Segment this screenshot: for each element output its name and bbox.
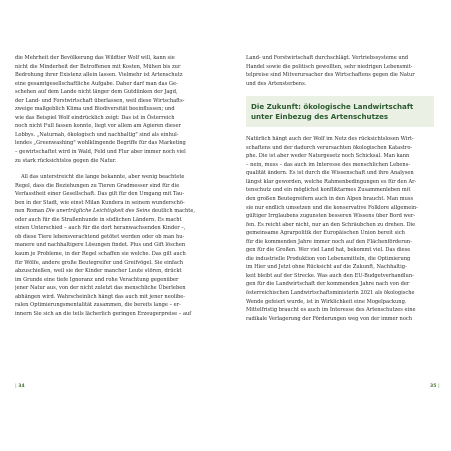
page-number-right	[430, 384, 440, 389]
text-line: kaum je Probleme, in der Regel schaffen sie welche. Das gilt auch	[15, 251, 186, 258]
text-line: Natürlich hängt auch der Wolf im Netz des rücksichtslosen Wirt-	[246, 136, 414, 143]
text-line: wie das Beispiel Wolf eindrücklich zeigt: Das ist in Österreich	[15, 114, 175, 121]
text-line: Bedrohung ihrer Existenz allein lassen. Vielmehr ist Artenschutz	[15, 72, 183, 79]
left-paragraph-1	[15, 54, 203, 165]
text-line: schaftens und der dadurch verursachten ökologischen Katastro-	[246, 144, 413, 151]
right-paragraph-1	[246, 54, 434, 88]
text-line: längst klar geworden, welche Rahmenbedingungen es für den Ar-	[246, 178, 417, 185]
folio-bar: |	[438, 384, 440, 389]
text-line: Verfasstheit einer Gesellschaft. Das gilt für den Umgang mit Tau-	[15, 191, 185, 198]
text-line: Land- und Forstwirtschaft durchschlägt. Vertriebssysteme und	[246, 55, 409, 61]
text-line: schehen auf dem Lande nicht länger dem Gutdünken der Jagd,	[15, 89, 178, 96]
page-number-left	[15, 384, 25, 389]
left-page	[15, 54, 203, 394]
text-fragment: nen Roman	[15, 208, 46, 215]
text-line: qualität ändern. Es ist durch die Wissenschaft und ihre Analysen	[246, 170, 414, 177]
text-line: gen für die Landwirtschaft der kommenden Jahre nach von der	[246, 281, 410, 288]
text-line: All das unterstreicht die lange bekannte, aber wenig beachtete	[21, 174, 185, 181]
text-line: ob diese Tiere lebensverachtend getötet werden oder ob man hu-	[15, 233, 185, 240]
text-line: telpreise sind Mitverursacher des Wirtschaftens gegen die Natur	[246, 72, 415, 79]
text-line: fen. Es reicht aber nicht, nur an den Schräubchen zu drehen. Die	[246, 221, 416, 228]
text-line: im Hier und Jetzt ohne Rücksicht auf die Zukunft, Nachhaltig-	[246, 264, 407, 271]
text-line: phe. Die ist aber weder Naturgesetz noch Schicksal. Man kann	[246, 153, 410, 160]
text-line: jener Natur aus, von der nicht zuletzt das menschliche Überleben	[15, 285, 186, 292]
folio-bar: |	[15, 384, 17, 389]
text-line: zu stark rücksichtslos gegen die Natur.	[15, 157, 117, 164]
text-line: nicht die Minderheit der Betroffenen mit Kosten, Mühen bis zur	[15, 63, 181, 70]
text-line: österreichischen Landwirtschaftsministerin 2021 als ökologische	[246, 290, 415, 297]
section-heading-box	[246, 96, 434, 127]
text-line: abhängen wird. Wahrscheinlich hängt das auch mit jener neolibe-	[15, 293, 186, 300]
right-page	[246, 54, 437, 394]
text-line: Handel sowie die politisch gewollten, sehr niedrigen Lebensmit-	[246, 63, 413, 70]
text-line: tenschutz und ein möglichst konfliktarmes Zusammenleben mit	[246, 187, 411, 194]
text-line: für die kommenden Jahre immer noch auf den Flächenförderun-	[246, 238, 412, 245]
text-fragment: deutlich machte,	[150, 208, 195, 215]
text-line: – nein, muss – das auch im Interesse des menschlichen Lebens-	[246, 161, 411, 168]
text-line: Lobbys. „Naturnah, ökologisch und nachhaltig" sind als einhul-	[15, 131, 179, 138]
page-number-text: 35	[430, 384, 437, 389]
left-paragraph-2	[15, 173, 203, 318]
book-title: Die unerträgliche Leichtigkeit des Seins	[45, 208, 151, 215]
text-line: einen Unterschied – auch für die dort heranwachsenden Kinder –,	[15, 225, 186, 232]
text-line: eine gesamtgesellschaftliche Aufgabe. Daher darf man das Ge-	[15, 80, 178, 87]
text-line: Wende gefeiert wurde, ist in Wirklichkeit eine Mogelpackung.	[246, 298, 407, 305]
text-line-with-title	[15, 207, 203, 216]
text-line: der Land- und Forstwirtschaft überlassen, weil diese Wirtschafts-	[15, 97, 185, 104]
section-heading: Die Zukunft: ökologische Landwirtschaft unter Einbezug des Artenschutzes	[251, 102, 414, 121]
text-line: zweige maßgeblich Klima und Biodiversität beeinflussen; und	[15, 106, 175, 113]
text-line: – gewirtschaftet wird in Wald, Feld und Flur aber immer noch viel	[15, 149, 186, 156]
text-line: im Grunde eine tiefe Ignoranz und rohe Verachtung gegenüber	[15, 276, 179, 283]
page-number-text: 34	[18, 384, 25, 389]
text-line: manere und nachhaltigere Lösungen findet. Plus und Gift löschen	[15, 242, 186, 249]
text-line: radikale Verlagerung der Förderungen weg von der immer noch	[246, 315, 413, 322]
text-line: abzuschießen, weil sie der Kinder mancher Leute stören, drückt	[15, 268, 182, 275]
text-line: ralen Optimierungsmentalität zusammen, die bereits lange – er-	[15, 302, 181, 309]
text-line: gemeinsame Agrarpolitik der Europäischen Union bereit sich	[246, 230, 405, 237]
text-line: die industrielle Produktion von Lebensmitteln, die Optimierung	[246, 255, 411, 262]
text-line: keit bleibt auf der Strecke. Was auch den EU-Budgetverhandlun-	[246, 272, 414, 279]
text-line: die Mehrheit der Bevölkerung das Wildtier Wolf will, kann sie	[15, 55, 175, 61]
text-line: innern Sie sich an die teils lächerlich geringen Erzeugerpreise – auf	[15, 310, 192, 317]
text-line: gültiger Irrglaubens zugunsten besseren Wissens über Bord wer-	[246, 213, 416, 220]
text-line: Regel, dass die Beziehungen zu Tieren Gradmesser sind für die	[15, 182, 180, 189]
right-paragraph-2	[246, 135, 434, 323]
text-line: lendes „Greenwashing" wohlklingende Begriffe für das Marketing	[15, 140, 186, 147]
text-line: gen für die Großen. Wer viel Land hat, bekommt viel. Das diese	[246, 247, 411, 254]
text-line: Mittelfristig braucht es auch im Interesse des Artenschutzes eine	[246, 307, 416, 314]
text-line: und des Artensterbens.	[246, 80, 307, 87]
text-line: oder auch für die Straßenhunde in südlichen Ländern. Es macht	[15, 216, 182, 223]
text-line: ben in der Stadt, wie einst Milan Kundera in seinem wunderschö-	[15, 199, 185, 206]
paragraph-gap	[15, 165, 203, 173]
text-line: für Wölfe, andere große Beutegreifer und Greifvögel. Sie einfach	[15, 259, 184, 266]
text-line: noch nicht Full fassen konnte, liegt vor allem am Agieren dieser	[15, 123, 181, 130]
text-line: sie nur endlich umsetzen und die konservative Folklore allgemein-	[246, 204, 418, 211]
text-line: den großen Beutegreifern auch in den Alpen braucht. Man muss	[246, 196, 414, 203]
